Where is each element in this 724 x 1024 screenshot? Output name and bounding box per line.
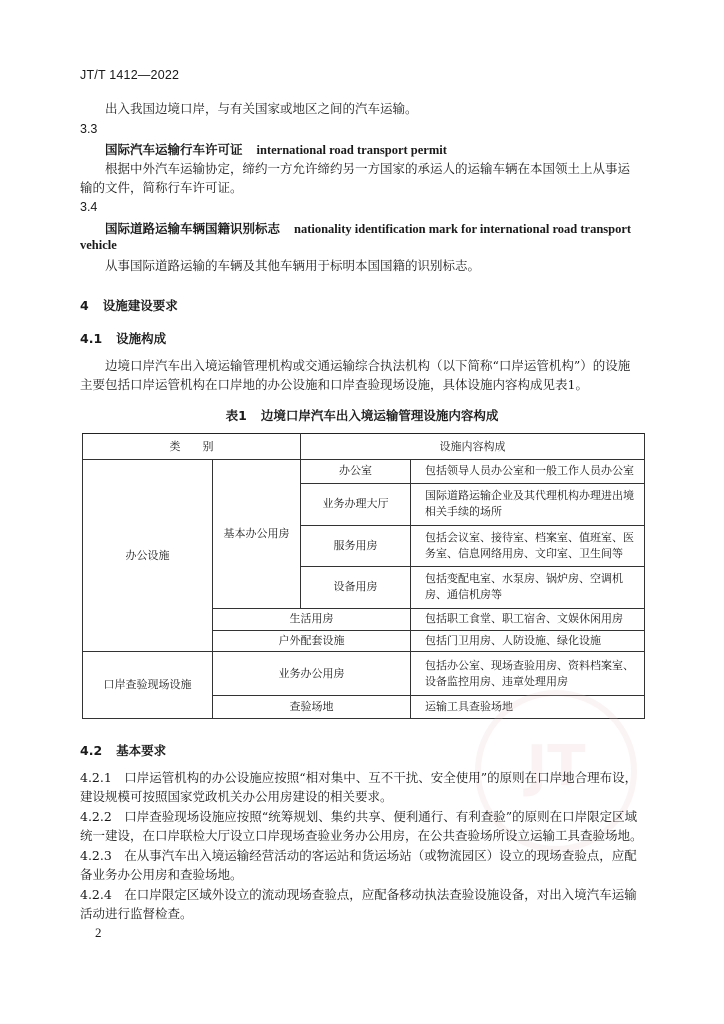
table-1-number: 表1 [225, 408, 247, 423]
cell-equipment-room-desc: 包括变配电室、水泵房、锅炉房、空调机房、通信机房等 [411, 567, 645, 609]
cell-outdoor-facilities: 户外配套设施 [213, 630, 411, 652]
clause-4-2-2-line1: 4.2.2 口岸查验现场设施应按照“统筹规划、集约共享、便利通行、有利查验”的原则在口岸限定区域 [80, 809, 638, 824]
clause-4-2-heading [80, 741, 166, 759]
term-3-4-en-line1: nationality identification mark for international road transport [294, 222, 632, 236]
header-category: 类 别 [83, 434, 301, 460]
clause-4-2-title: 基本要求 [116, 743, 167, 758]
standard-number: JT/T 1412—2022 [80, 68, 180, 82]
term-3-4-cn: 国际道路运输车辆国籍识别标志 [105, 221, 281, 236]
clause-4-1-title: 设施构成 [116, 331, 167, 346]
clause-4-1-number: 4.1 [80, 331, 103, 346]
table-row [83, 652, 645, 696]
clause-number-3-3: 3.3 [80, 122, 98, 136]
cell-business-hall: 业务办理大厅 [301, 483, 411, 525]
cell-inspection-site-desc: 运输工具查验场地 [411, 696, 645, 719]
term-3-4 [105, 219, 631, 237]
cell-business-hall-desc: 国际道路运输企业及其代理机构办理进出境相关手续的场所 [411, 483, 645, 525]
clause-4-2-4-line1: 4.2.4 在口岸限定区域外设立的流动现场查验点，应配备移动执法查验设施设备，对出入境汽车运输 [80, 887, 637, 902]
table-1-caption [0, 406, 724, 424]
cell-basic-office: 基本办公用房 [213, 460, 301, 609]
cell-inspection-facilities: 口岸查验现场设施 [83, 652, 213, 719]
definition-3-3-line2: 输的文件，简称行车许可证。 [80, 180, 243, 195]
cell-service-room-desc: 包括会议室、接待室、档案室、值班室、医务室、信息网络用房、文印室、卫生间等 [411, 525, 645, 567]
clause-number-3-4: 3.4 [80, 200, 98, 214]
cell-business-office-desc: 包括办公室、现场查验用房、资料档案室、设备监控用房、违章处理用房 [411, 652, 645, 696]
clause-4-2-2-line2: 统一建设，在口岸联检大厅设立口岸现场查验业务办公用房，在公共查验场所设立运输工具查验场地。 [80, 828, 643, 843]
watermark-seal: JT [475, 690, 637, 852]
table-row [83, 460, 645, 484]
header-content: 设施内容构成 [301, 434, 645, 460]
clause-4-2-1-line2: 建设规模可按照国家党政机关办公用房建设的相关要求。 [80, 789, 393, 804]
page-number: 2 [95, 925, 102, 940]
cell-office-room-desc: 包括领导人员办公室和一般工作人员办公室 [411, 460, 645, 484]
cell-outdoor-facilities-desc: 包括门卫用房、人防设施、绿化设施 [411, 630, 645, 652]
clause-4-2-3-line1: 4.2.3 在从事汽车出入境运输经营活动的客运站和货运场站（或物流园区）设立的现场查验点，应配 [80, 848, 637, 863]
clause-4-1-para-line1: 边境口岸汽车出入境运输管理机构或交通运输综合执法机构（以下简称“口岸运管机构”）的设施 [105, 358, 631, 373]
clause-4-1-heading [80, 329, 166, 347]
cell-equipment-room: 设备用房 [301, 567, 411, 609]
definition-3-3-line1: 根据中外汽车运输协定，缔约一方允许缔约另一方国家的承运人的运输车辆在本国领土上从事运 [105, 161, 631, 176]
term-3-4-en-line2: vehicle [80, 238, 117, 252]
cell-living-room: 生活用房 [213, 608, 411, 630]
term-3-3-cn: 国际汽车运输行车许可证 [105, 142, 243, 157]
table-header-row [83, 434, 645, 460]
section-4-title: 设施建设要求 [102, 298, 178, 313]
clause-4-2-1-line1: 4.2.1 口岸运管机构的办公设施应按照“相对集中、互不干扰、安全使用”的原则在口岸地合理布设， [80, 770, 638, 785]
term-3-3-en: international road transport permit [256, 143, 447, 157]
term-3-3 [105, 140, 447, 158]
cell-office-room: 办公室 [301, 460, 411, 484]
definition-3-4: 从事国际道路运输的车辆及其他车辆用于标明本国国籍的识别标志。 [105, 258, 481, 273]
cell-living-room-desc: 包括职工食堂、职工宿舍、文娱休闲用房 [411, 608, 645, 630]
clause-4-2-4-line2: 活动进行监督检查。 [80, 906, 193, 921]
clause-4-1-para-line2: 主要包括口岸运管机构在口岸地的办公设施和口岸查验现场设施，具体设施内容构成见表1。 [80, 377, 588, 392]
cell-inspection-site: 查验场地 [213, 696, 411, 719]
paragraph-continuation: 出入我国边境口岸，与有关国家或地区之间的汽车运输。 [105, 101, 418, 116]
section-4-heading [80, 296, 178, 314]
cell-office-facilities: 办公设施 [83, 460, 213, 652]
cell-business-office: 业务办公用房 [213, 652, 411, 696]
clause-4-2-number: 4.2 [80, 743, 103, 758]
table-1-title: 边境口岸汽车出入境运输管理设施内容构成 [260, 408, 499, 423]
clause-4-2-3-line2: 备业务办公用房和查验场地。 [80, 867, 243, 882]
section-4-number: 4 [80, 298, 89, 313]
cell-service-room: 服务用房 [301, 525, 411, 567]
facility-table [82, 433, 645, 719]
